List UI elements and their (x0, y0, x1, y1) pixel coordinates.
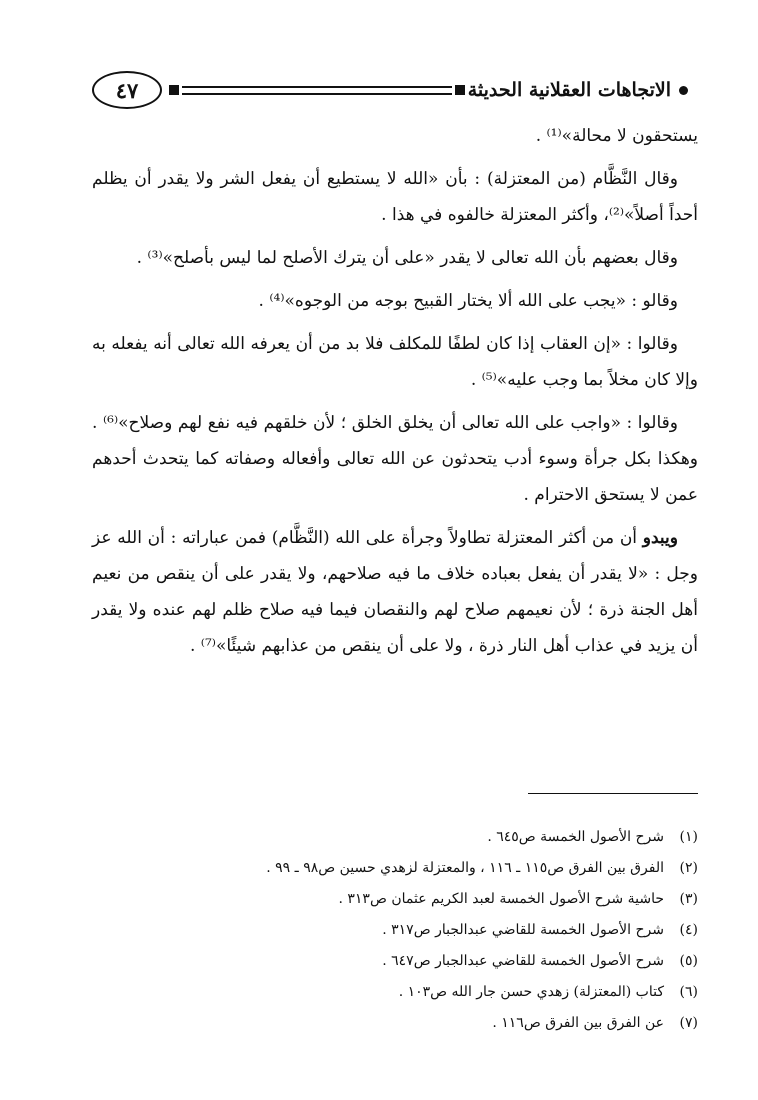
running-title: الاتجاهات العقلانية الحديثة (467, 79, 671, 101)
footnote-text: كتاب (المعتزلة) زهدي حسن جار الله ص١٠٣ . (398, 984, 664, 1000)
header-double-rule (182, 86, 452, 95)
footnote-separator (528, 793, 698, 794)
footnote (92, 822, 698, 853)
paragraph: وقالو : «يجب على الله ألا يختار القبيح بوجه من الوجوه»⁽⁴⁾ . (258, 291, 678, 311)
footnote-text: عن الفرق بين الفرق ص١١٦ . (492, 1015, 664, 1031)
paragraph: يستحقون لا محالة»⁽¹⁾ . (535, 126, 698, 146)
page-number: ٤٧ (92, 71, 162, 109)
footnote-text: الفرق بين الفرق ص١١٥ ـ ١١٦ ، والمعتزلة لزهدي حسين ص٩٨ ـ ٩٩ . (266, 860, 664, 876)
footnote-number: (٣) (679, 891, 698, 907)
paragraph-text: أن من أكثر المعتزلة تطاولاً وجرأة على الله (النَّظَّام) فمن عباراته : أن الله عز وجل : «لا يقدر أن يفعل بعباده خلاف ما فيه صلاحهم، ولا يقدر على أن ينقص من نعيم أهل الجنة ذرة ؛ لأن نعيمهم صلاح لهم والنقصان فيما فيه صلاح ظلم لهم عنده ولا يقدر أن يزيد في عذاب أهل النار ذرة ، ولا على أن ينقص من عذابهم شيئًا»⁽⁷⁾ . (92, 528, 698, 656)
paragraph (92, 520, 698, 664)
page-header (92, 70, 688, 110)
rule-end-block (169, 85, 179, 95)
footnote (92, 884, 698, 915)
paragraph: وقال بعضهم بأن الله تعالى لا يقدر «على أن يترك الأصلح لما ليس بأصلح»⁽³⁾ . (136, 248, 678, 268)
footnote-number: (٥) (679, 953, 698, 969)
footnote (92, 1008, 698, 1039)
bold-lead-word: ويبدو (642, 528, 678, 548)
footnote-text: حاشية شرح الأصول الخمسة لعبد الكريم عثمان ص٣١٣ . (338, 891, 664, 907)
rule-end-block (455, 85, 465, 95)
bullet-icon (679, 86, 688, 95)
footnote-text: شرح الأصول الخمسة للقاضي عبدالجبار ص٣١٧ . (382, 922, 664, 938)
footnote (92, 915, 698, 946)
paragraph: وقالوا : «إن العقاب إذا كان لطفًا للمكلف فلا بد من أن يعرفه الله تعالى أنه يفعله به وإلا كان مخلاً بما وجب عليه»⁽⁵⁾ . (92, 334, 698, 390)
footnote-number: (٢) (679, 860, 698, 876)
footnote (92, 977, 698, 1008)
paragraph: وقالوا : «واجب على الله تعالى أن يخلق الخلق ؛ لأن خلقهم فيه نفع لهم وصلاح»⁽⁶⁾ . وهكذا بكل جرأة وسوء أدب يتحدثون عن الله تعالى وأفعاله وصفاته كما يتحدث أحدهم عمن لا يستحق الاحترام . (92, 413, 698, 505)
footnotes (92, 822, 698, 1039)
paragraph: وقال النَّظَّام (من المعتزلة) : بأن «الله لا يستطيع أن يفعل الشر ولا يقدر أن يظلم أحداً أصلاً»⁽²⁾، وأكثر المعتزلة خالفوه في هذا . (92, 169, 698, 225)
footnote-number: (٤) (679, 922, 698, 938)
footnote (92, 853, 698, 884)
footnote-number: (١) (679, 829, 698, 845)
footnote-text: شرح الأصول الخمسة ص٦٤٥ . (487, 829, 664, 845)
footnote-number: (٦) (679, 984, 698, 1000)
footnote (92, 946, 698, 977)
footnote-number: (٧) (679, 1015, 698, 1031)
footnote-text: شرح الأصول الخمسة للقاضي عبدالجبار ص٦٤٧ . (382, 953, 664, 969)
main-text (92, 118, 698, 671)
